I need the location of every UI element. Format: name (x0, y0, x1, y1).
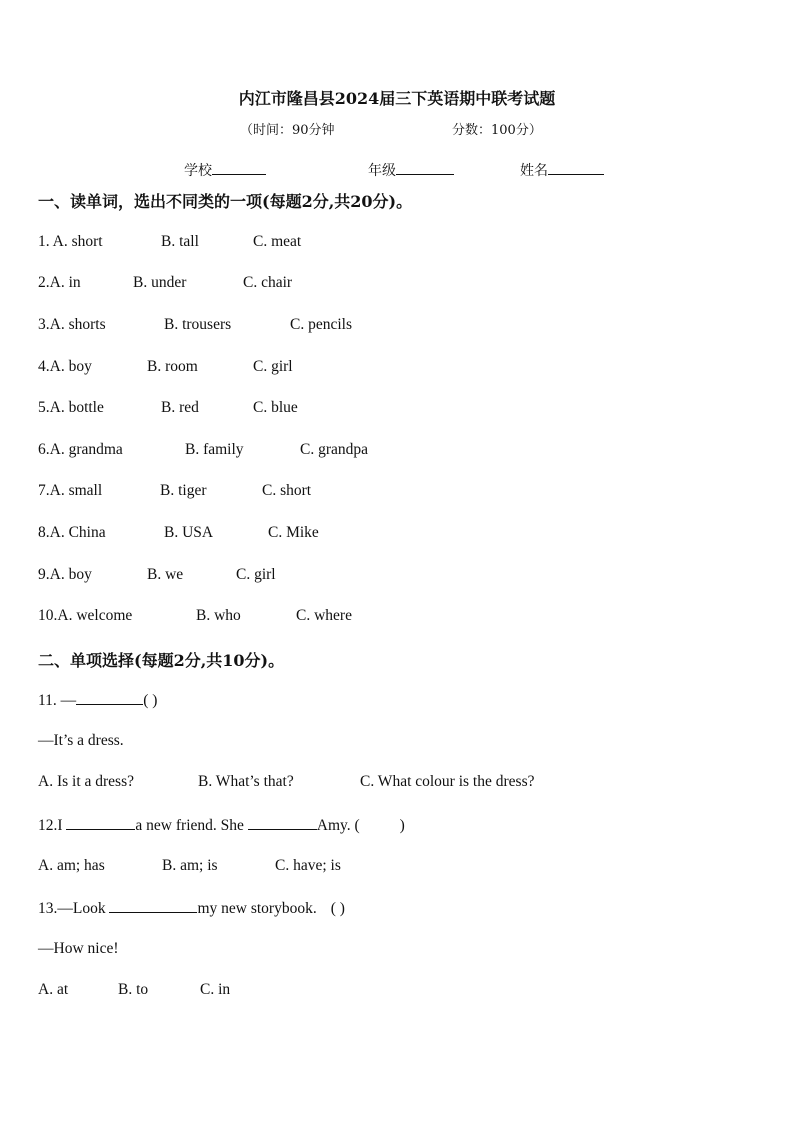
q13-option-a: A. at (38, 981, 69, 998)
q12-stem (38, 815, 405, 835)
q1-option-c: C. meat (253, 233, 302, 250)
q5-option-a: A. bottle (49, 399, 104, 416)
school-blank[interactable] (212, 160, 266, 175)
name-label: 姓名 (520, 163, 548, 179)
q13-option-b: B. to (118, 981, 149, 998)
q2-option-c: C. chair (243, 274, 293, 291)
q8-option-a: A. China (49, 524, 106, 541)
q3-num: 3. (38, 316, 50, 333)
q3-option-a: A. shorts (49, 316, 106, 333)
q3-option-b: B. trousers (164, 316, 232, 333)
q4-num: 4. (38, 358, 50, 375)
q11-stem (38, 690, 157, 710)
q6-num: 6. (38, 441, 50, 458)
q11-option-c: C. What colour is the dress? (360, 773, 535, 790)
q12-end: Amy. ( (316, 817, 360, 834)
q12-num: 12.I (38, 817, 67, 834)
page-title: 内江市隆昌县2024届三下英语期中联考试题 (238, 89, 556, 108)
q12-option-c: C. have; is (275, 857, 341, 874)
q11-blank[interactable] (76, 690, 143, 705)
q5-option-c: C. blue (253, 399, 298, 416)
q12-blank-1[interactable] (66, 815, 135, 830)
q13-option-c: C. in (200, 981, 231, 998)
grade-label: 年级 (368, 163, 396, 179)
q11-answer: —It’s a dress. (38, 732, 124, 749)
q1-option-a: A. short (52, 233, 103, 250)
q13-num: 13.—Look (38, 900, 110, 917)
q8-option-c: C. Mike (268, 524, 319, 541)
q9-num: 9. (38, 566, 50, 583)
q9-option-c: C. girl (236, 566, 276, 583)
q1-option-b: B. tall (161, 233, 199, 250)
q5-num: 5. (38, 399, 50, 416)
q11-paren: ( ) (143, 692, 158, 709)
q1-num: 1. (38, 233, 53, 250)
q7-option-b: B. tiger (160, 482, 207, 499)
exam-score: 分数：100分） (452, 123, 542, 138)
q6-option-a: A. grandma (49, 441, 123, 458)
q11-option-a: A. Is it a dress? (38, 773, 134, 790)
q2-option-a: A. in (49, 274, 81, 291)
q12-blank-2[interactable] (248, 815, 317, 830)
q7-option-c: C. short (262, 482, 312, 499)
q10-option-b: B. who (196, 607, 241, 624)
q6-option-c: C. grandpa (300, 441, 369, 458)
q12-option-a: A. am; has (38, 857, 105, 874)
q13-stem (38, 898, 345, 918)
q12-paren-close: ) (399, 817, 405, 834)
q4-option-c: C. girl (253, 358, 293, 375)
q3-option-c: C. pencils (290, 316, 352, 333)
q10-num: 10. (38, 607, 58, 624)
grade-blank[interactable] (396, 160, 454, 175)
q5-option-b: B. red (161, 399, 199, 416)
q10-option-c: C. where (296, 607, 352, 624)
q9-option-b: B. we (147, 566, 184, 583)
q13-answer: —How nice! (38, 940, 119, 957)
q11-num: 11. — (38, 692, 77, 709)
q13-paren: ( ) (330, 900, 345, 917)
q10-option-a: A. welcome (57, 607, 133, 624)
school-field (184, 160, 266, 180)
q12-option-b: B. am; is (162, 857, 218, 874)
q7-num: 7. (38, 482, 50, 499)
section2-heading: 二、单项选择(每题2分,共10分)。 (38, 651, 285, 670)
q2-num: 2. (38, 274, 50, 291)
q7-option-a: A. small (49, 482, 103, 499)
grade-field (368, 160, 454, 180)
q8-num: 8. (38, 524, 50, 541)
exam-time: （时间：90分钟 (240, 123, 335, 138)
q2-option-b: B. under (133, 274, 187, 291)
school-label: 学校 (184, 163, 212, 179)
q11-option-b: B. What’s that? (198, 773, 294, 790)
section1-heading: 一、读单词，选出不同类的一项(每题2分,共20分)。 (38, 192, 413, 211)
name-blank[interactable] (548, 160, 604, 175)
q6-option-b: B. family (185, 441, 244, 458)
q13-blank[interactable] (109, 898, 197, 913)
name-field (520, 160, 604, 180)
q12-mid: a new friend. She (135, 817, 248, 834)
q8-option-b: B. USA (164, 524, 214, 541)
q4-option-b: B. room (147, 358, 198, 375)
q9-option-a: A. boy (49, 566, 92, 583)
q13-end: my new storybook. (197, 900, 317, 917)
q4-option-a: A. boy (49, 358, 92, 375)
